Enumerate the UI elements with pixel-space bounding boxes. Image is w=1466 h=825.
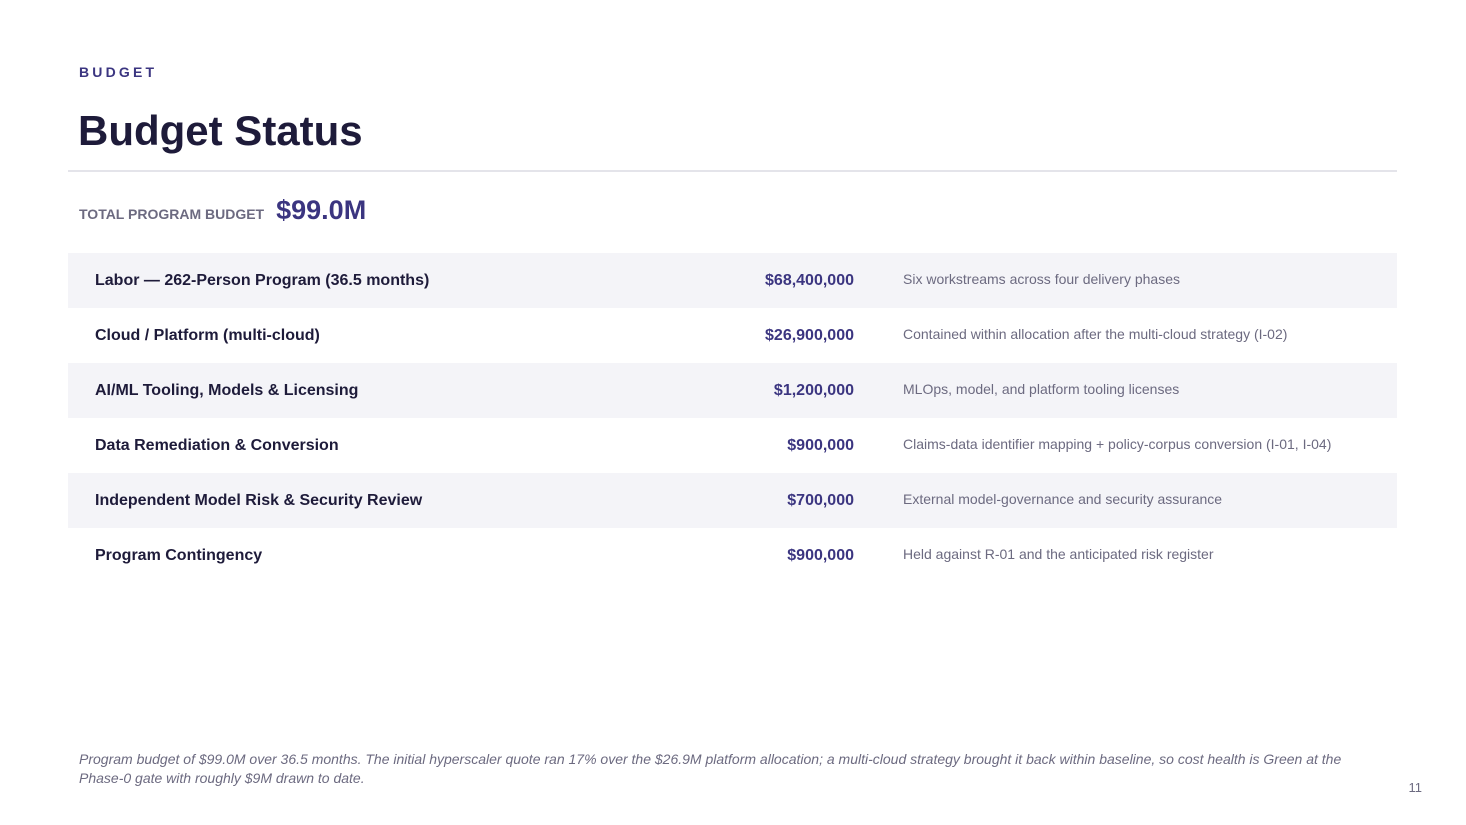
- table-row: [68, 308, 1397, 363]
- line-item-note: Contained within allocation after the multi-cloud strategy (I-02): [903, 326, 1288, 342]
- table-row: [68, 253, 1397, 308]
- line-item-amount: $700,000: [787, 492, 854, 509]
- line-item-label: Cloud / Platform (multi-cloud): [95, 327, 320, 344]
- line-item-amount: $1,200,000: [773, 382, 854, 399]
- table-row: [68, 528, 1397, 583]
- line-item-amount: $900,000: [787, 547, 854, 564]
- budget-table: [68, 253, 1397, 583]
- line-item-note: MLOps, model, and platform tooling licenses: [903, 381, 1180, 397]
- line-item-amount: $900,000: [787, 437, 854, 454]
- table-row: [68, 418, 1397, 473]
- total-budget-value: $99.0M: [276, 195, 367, 225]
- table-row: [68, 363, 1397, 418]
- page-title: Budget Status: [78, 107, 363, 154]
- line-item-note: External model-governance and security assurance: [903, 491, 1223, 507]
- page-number: 11: [1408, 780, 1422, 795]
- line-item-note: Held against R-01 and the anticipated risk register: [903, 546, 1214, 562]
- section-label: BUDGET: [79, 64, 158, 80]
- line-item-label: Data Remediation & Conversion: [95, 437, 339, 454]
- line-item-note: Claims-data identifier mapping + policy-corpus conversion (I-01, I-04): [903, 436, 1332, 452]
- total-budget: [79, 195, 366, 226]
- line-item-label: AI/ML Tooling, Models & Licensing: [95, 382, 359, 399]
- line-item-label: Labor — 262-Person Program (36.5 months): [95, 272, 430, 289]
- line-item-note: Six workstreams across four delivery phases: [903, 271, 1180, 287]
- line-item-label: Independent Model Risk & Security Review: [95, 492, 423, 509]
- table-row: [68, 473, 1397, 528]
- footnote: Program budget of $99.0M over 36.5 months. The initial hyperscaler quote ran 17% over the $26.9M platform allocation; a multi-cloud strategy brought it back within baseline, so cost health is Green at the Phase-0 gate with roughly $9M drawn to date.: [79, 751, 1342, 786]
- total-budget-label: TOTAL PROGRAM BUDGET: [79, 206, 265, 222]
- line-item-amount: $26,900,000: [765, 327, 854, 344]
- line-item-amount: $68,400,000: [765, 272, 854, 289]
- title-divider: [68, 170, 1397, 172]
- line-item-label: Program Contingency: [95, 547, 263, 564]
